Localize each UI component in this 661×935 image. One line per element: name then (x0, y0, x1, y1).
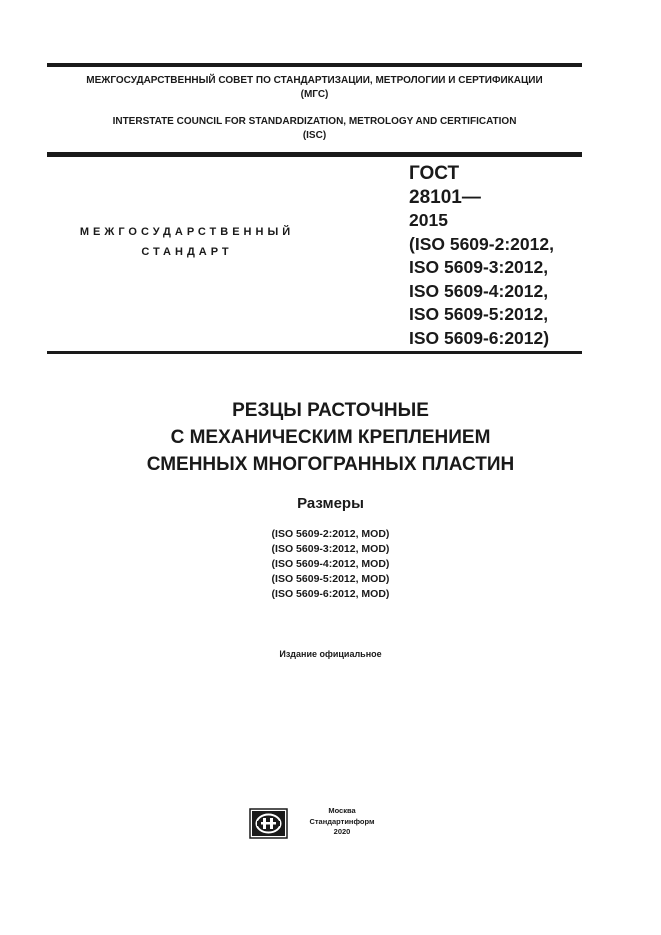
top-rule (47, 63, 582, 67)
document-title (0, 397, 661, 478)
standard-designation (409, 162, 554, 350)
iso-modification-item: (ISO 5609-2:2012, MOD) (271, 528, 390, 540)
designation-line: ISO 5609-3:2012, (409, 257, 549, 277)
designation-line: ГОСТ (409, 163, 460, 184)
designation-line: ISO 5609-5:2012, (409, 304, 549, 324)
iso-modification-item: (ISO 5609-4:2012, MOD) (271, 558, 390, 570)
council-name-en: INTERSTATE COUNCIL FOR STANDARDIZATION, METROLOGY AND CERTIFICATION (112, 116, 517, 127)
designation-bottom-rule (47, 351, 582, 354)
council-header-ru (47, 74, 582, 102)
standard-type-line1: МЕЖГОСУДАРСТВЕННЫЙ (79, 226, 295, 238)
standard-type-line2: СТАНДАРТ (141, 246, 233, 258)
designation-line: ISO 5609-4:2012, (409, 280, 549, 301)
document-subtitle: Размеры (297, 495, 364, 512)
title-line: РЕЗЦЫ РАСТОЧНЫЕ (232, 400, 429, 421)
designation-line: (ISO 5609-2:2012, (409, 233, 554, 254)
edition-label: Издание официальное (279, 649, 382, 659)
designation-line: 2015 (409, 210, 448, 230)
council-divider-rule (47, 152, 582, 157)
title-line: С МЕХАНИЧЕСКИМ КРЕПЛЕНИЕМ (170, 427, 491, 448)
iso-modification-item: (ISO 5609-5:2012, MOD) (271, 573, 390, 585)
council-header-en (47, 115, 582, 143)
council-abbr-en: (ISC) (302, 130, 327, 141)
title-line: СМЕННЫХ МНОГОГРАННЫХ ПЛАСТИН (146, 454, 515, 475)
designation-line: 28101— (409, 186, 481, 208)
standard-type-label (47, 222, 327, 262)
iso-modification-item: (ISO 5609-6:2012, MOD) (271, 588, 390, 600)
publication-year: 2020 (333, 827, 351, 836)
publisher-name: Стандартинформ (309, 816, 375, 826)
iso-modification-item: (ISO 5609-3:2012, MOD) (271, 543, 390, 555)
council-name-ru: МЕЖГОСУДАРСТВЕННЫЙ СОВЕТ ПО СТАНДАРТИЗАЦИИ, МЕТРОЛОГИИ И СЕРТИФИКАЦИИ (86, 75, 543, 86)
standartinform-logo-icon (249, 808, 288, 839)
publisher-imprint (298, 806, 386, 838)
publisher-city: Москва (328, 806, 356, 815)
council-abbr-ru: (МГС) (300, 89, 329, 100)
iso-modification-list (0, 527, 661, 602)
designation-line: ISO 5609-6:2012) (409, 327, 550, 348)
